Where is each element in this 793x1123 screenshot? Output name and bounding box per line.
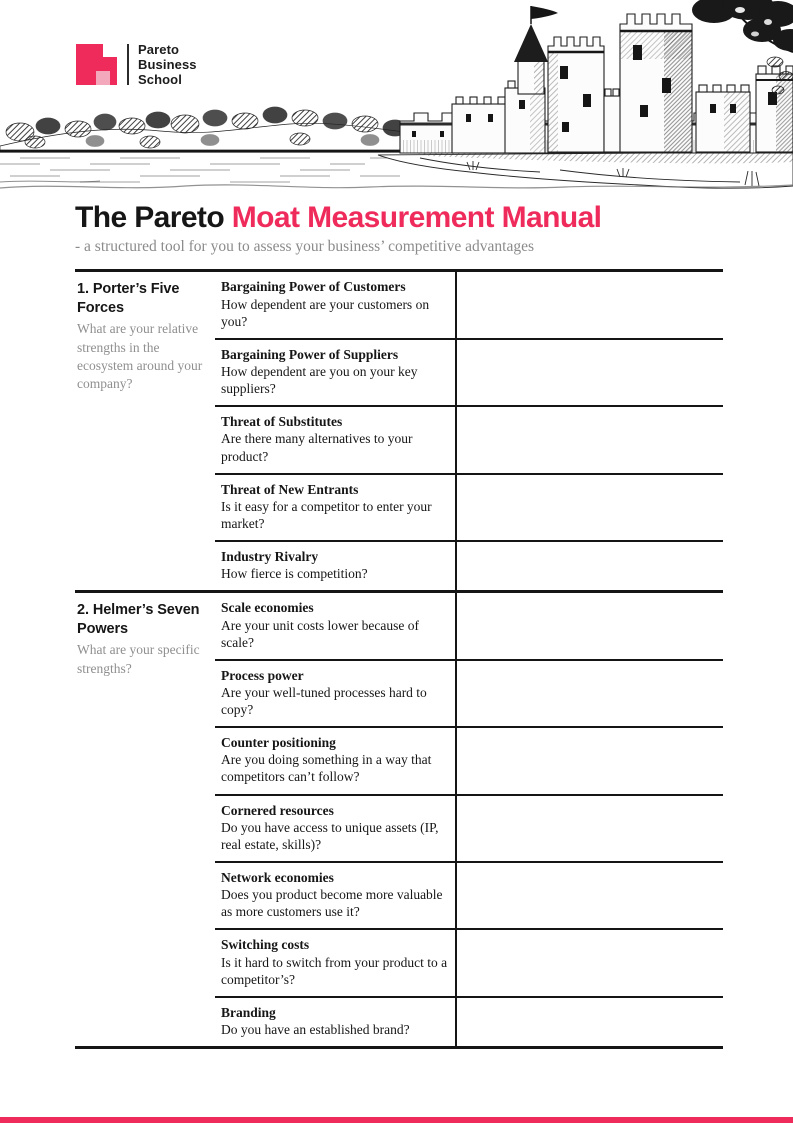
question-cell [215, 407, 455, 472]
row-title: Bargaining Power of Customers [221, 279, 406, 295]
answer-cell[interactable] [455, 475, 723, 540]
row-title: Switching costs [221, 937, 310, 953]
answer-cell[interactable] [455, 340, 723, 405]
footer-accent-bar [0, 1117, 793, 1123]
section-heading: 1. Porter’s Five Forces [77, 281, 180, 316]
row-title: Branding [221, 1004, 276, 1020]
section-heading: 2. Helmer’s Seven Powers [77, 602, 200, 637]
table-row [215, 659, 723, 726]
question-cell [215, 542, 455, 590]
logo-line-2: Business [138, 57, 197, 73]
answer-cell[interactable] [455, 661, 723, 726]
row-question: How dependent are your customers on you? [221, 296, 430, 329]
castle-illustration [0, 0, 793, 195]
brand-logo [76, 42, 197, 87]
row-question: Is it hard to switch from your product to a competitor’s? [221, 954, 448, 987]
row-title: Threat of New Entrants [221, 481, 359, 497]
question-cell [215, 661, 455, 726]
question-cell [215, 593, 455, 658]
row-question: Are you doing something in a way that competitors can’t follow? [221, 752, 432, 785]
row-question: How dependent are you on your key suppliers? [221, 363, 418, 397]
row-question: Do you have access to unique assets (IP, real estate, skills)? [221, 819, 439, 852]
page-title-accent: Moat Measurement Manual [231, 201, 602, 234]
question-cell [215, 728, 455, 793]
main-content [75, 202, 723, 1049]
page-subtitle: - a structured tool for you to assess your business’ competitive advantages [75, 238, 535, 256]
page-title-black: The Pareto [75, 201, 225, 234]
row-title: Bargaining Power of Suppliers [221, 346, 399, 362]
table-row [215, 405, 723, 472]
question-cell [215, 272, 455, 337]
row-question: Are your well-tuned processes hard to copy? [221, 684, 427, 718]
answer-cell[interactable] [455, 593, 723, 658]
section-description: What are your relative strengths in the ecosystem around your company? [77, 321, 203, 392]
row-question: Are your unit costs lower because of scale? [221, 617, 419, 650]
question-cell [215, 930, 455, 995]
answer-cell[interactable] [455, 998, 723, 1046]
table-row [215, 928, 723, 995]
table-row [215, 473, 723, 540]
row-question: How fierce is competition? [221, 566, 368, 582]
row-question: Are there many alternatives to your product? [221, 431, 413, 464]
answer-cell[interactable] [455, 863, 723, 928]
question-cell [215, 475, 455, 540]
logo-wordmark [138, 42, 197, 87]
question-cell [215, 796, 455, 861]
moat-table [75, 269, 723, 1049]
logo-divider [127, 44, 129, 85]
moat-water [0, 150, 434, 182]
table-row [215, 338, 723, 405]
table-row [215, 996, 723, 1046]
answer-cell[interactable] [455, 796, 723, 861]
section-description: What are your specific strengths? [77, 642, 200, 676]
table-row [215, 726, 723, 793]
answer-cell[interactable] [455, 542, 723, 590]
answer-cell[interactable] [455, 272, 723, 337]
table-row [215, 272, 723, 337]
table-row [215, 593, 723, 658]
answer-cell[interactable] [455, 728, 723, 793]
answer-cell[interactable] [455, 407, 723, 472]
row-title: Network economies [221, 870, 334, 886]
castle-rocks [378, 150, 793, 188]
answer-cell[interactable] [455, 930, 723, 995]
row-question: Do you have an established brand? [221, 1022, 410, 1038]
castle [400, 6, 793, 153]
question-cell [215, 998, 455, 1046]
page-title [75, 202, 723, 234]
shoreline-trees [0, 107, 420, 150]
row-title: Counter positioning [221, 735, 336, 751]
section-rows [215, 272, 723, 590]
question-cell [215, 863, 455, 928]
row-title: Cornered resources [221, 802, 334, 818]
row-title: Threat of Substitutes [221, 414, 343, 430]
table-row [215, 794, 723, 861]
pareto-logo-icon [76, 44, 117, 85]
section-label [75, 272, 215, 590]
row-question: Is it easy for a competitor to enter your market? [221, 498, 432, 531]
question-cell [215, 340, 455, 405]
row-title: Industry Rivalry [221, 549, 319, 565]
section-rows [215, 593, 723, 1046]
table-section [75, 272, 723, 590]
logo-line-3: School [138, 72, 182, 88]
table-section [75, 590, 723, 1046]
row-title: Scale economies [221, 600, 314, 616]
table-row [215, 540, 723, 590]
logo-line-1: Pareto [138, 42, 180, 57]
table-row [215, 861, 723, 928]
row-question: Does you product become more valuable as more customers use it? [221, 887, 443, 920]
row-title: Process power [221, 667, 304, 683]
section-label [75, 593, 215, 1046]
